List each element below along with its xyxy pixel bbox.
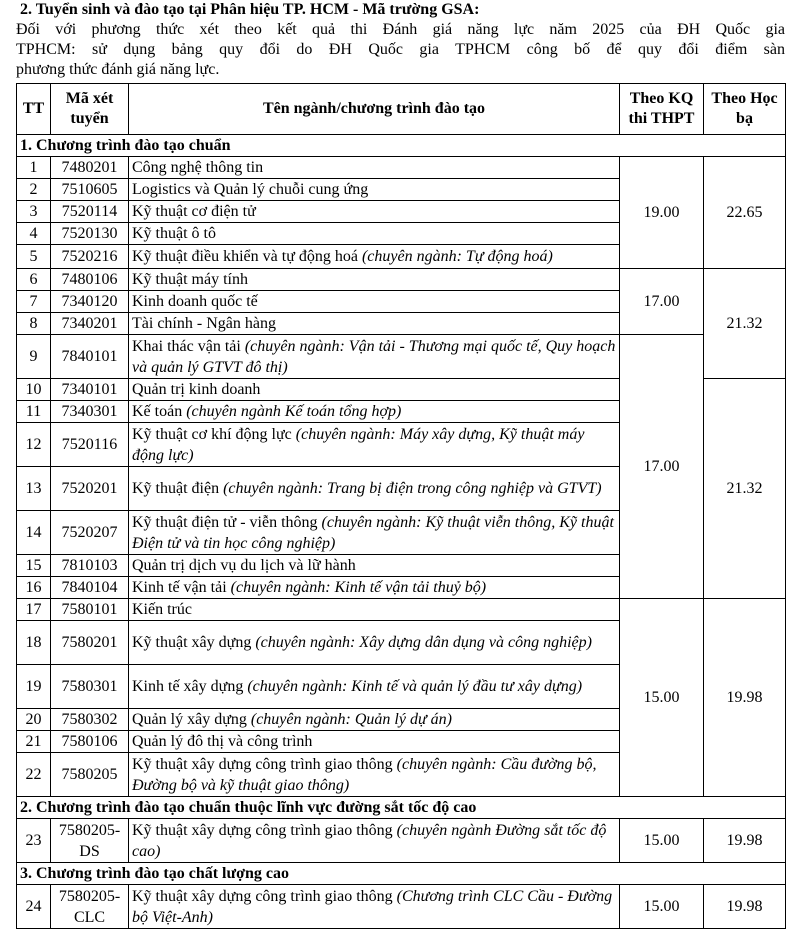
score-thpt: 15.00 xyxy=(620,885,704,929)
program-title: Khai thác vận tải xyxy=(132,337,245,355)
table-row xyxy=(17,335,786,379)
program-title: Kỹ thuật ô tô xyxy=(132,225,216,242)
program-code: 7340120 xyxy=(51,291,129,313)
table-row xyxy=(17,269,786,291)
score-thpt: 15.00 xyxy=(620,819,704,863)
program-name xyxy=(129,269,620,291)
program-code: 7580205-DS xyxy=(51,819,129,863)
program-name xyxy=(129,731,620,753)
program-title: Kỹ thuật điện xyxy=(132,480,224,497)
program-name xyxy=(129,555,620,577)
program-code: 7840104 xyxy=(51,577,129,599)
score-hocba: 22.65 xyxy=(704,157,786,269)
score-thpt: 19.00 xyxy=(620,157,704,269)
header-code: Mã xét tuyển xyxy=(51,84,129,135)
program-name xyxy=(129,379,620,401)
section-row xyxy=(17,135,786,157)
section-title: 1. Chương trình đào tạo chuẩn xyxy=(17,135,786,157)
header-thpt: Theo KQ thi THPT xyxy=(620,84,704,135)
program-name xyxy=(129,223,620,245)
program-specialization: (chuyên ngành: Kinh tế vận tải thuỷ bộ) xyxy=(230,579,487,596)
program-specialization: (chuyên ngành: Kỹ thuật viễn thông, Kỹ thuật Điện tử và tin học công nghiệp) xyxy=(132,513,614,552)
program-code: 7520207 xyxy=(51,511,129,555)
program-name xyxy=(129,599,620,621)
program-specialization: (chuyên ngành: Trang bị điện trong công nghiệp và GTVT) xyxy=(223,480,602,497)
program-title: Quản trị dịch vụ du lịch và lữ hành xyxy=(132,557,356,574)
section-title: 2. Chương trình đào tạo chuẩn thuộc lĩnh vực đường sắt tốc độ cao xyxy=(17,797,786,819)
program-name xyxy=(129,621,620,665)
program-code: 7580106 xyxy=(51,731,129,753)
program-specialization: (chuyên ngành Kế toán tổng hợp) xyxy=(186,403,402,420)
program-name xyxy=(129,335,620,379)
score-thpt: 15.00 xyxy=(620,599,704,797)
program-title: Kỹ thuật cơ khí động lực xyxy=(132,425,296,443)
program-code: 7580205 xyxy=(51,753,129,797)
table-row xyxy=(17,885,786,929)
row-number: 16 xyxy=(17,577,51,599)
program-title: Kỹ thuật xây dựng công trình giao thông xyxy=(132,887,397,905)
score-hocba: 19.98 xyxy=(704,599,786,797)
program-title: Kỹ thuật xây dựng công trình giao thông xyxy=(132,821,397,839)
program-title: Quản lý xây dựng xyxy=(132,711,251,728)
program-name xyxy=(129,709,620,731)
program-title: Kỹ thuật xây dựng xyxy=(132,634,256,651)
program-code: 7580101 xyxy=(51,599,129,621)
program-name xyxy=(129,179,620,201)
row-number: 18 xyxy=(17,621,51,665)
table-row xyxy=(17,819,786,863)
program-specialization: (chuyên ngành: Máy xây dựng, Kỹ thuật máy động lực) xyxy=(132,425,585,464)
header-name: Tên ngành/chương trình đào tạo xyxy=(129,84,620,135)
program-specialization: (chuyên ngành: Xây dựng dân dụng và công nghiệp) xyxy=(255,634,592,651)
program-title: Kinh tế vận tải xyxy=(132,579,231,596)
score-thpt: 17.00 xyxy=(620,269,704,335)
program-specialization: (chuyên ngành: Tự động hoá) xyxy=(361,248,553,265)
program-title: Kinh tế xây dựng xyxy=(132,678,248,695)
row-number: 24 xyxy=(17,885,51,929)
intro-line: Đối với phương thức xét theo kết quả thi Đánh giá năng lực năm 2025 của ĐH Quốc gia xyxy=(16,21,785,38)
program-name xyxy=(129,401,620,423)
row-number: 21 xyxy=(17,731,51,753)
program-code: 7520116 xyxy=(51,423,129,467)
table-body xyxy=(17,135,786,929)
program-name xyxy=(129,819,620,863)
program-code: 7520114 xyxy=(51,201,129,223)
row-number: 3 xyxy=(17,201,51,223)
program-title: Kiến trúc xyxy=(132,601,192,618)
program-specialization: (chuyên ngành: Cầu đường bộ, Đường bộ và kỹ thuật giao thông) xyxy=(132,755,597,794)
program-code: 7510605 xyxy=(51,179,129,201)
program-code: 7580201 xyxy=(51,621,129,665)
program-title: Tài chính - Ngân hàng xyxy=(132,315,276,332)
program-name xyxy=(129,577,620,599)
program-code: 7480106 xyxy=(51,269,129,291)
header-tt: TT xyxy=(17,84,51,135)
program-title: Kinh doanh quốc tế xyxy=(132,293,258,310)
program-code: 7810103 xyxy=(51,555,129,577)
row-number: 2 xyxy=(17,179,51,201)
row-number: 1 xyxy=(17,157,51,179)
program-specialization: (chuyên ngành: Vận tải - Thương mại quốc tế, Quy hoạch và quản lý GTVT đô thị) xyxy=(132,337,616,376)
row-number: 10 xyxy=(17,379,51,401)
program-code: 7580302 xyxy=(51,709,129,731)
table-row xyxy=(17,599,786,621)
program-name xyxy=(129,423,620,467)
program-name xyxy=(129,511,620,555)
header-hocba: Theo Học bạ xyxy=(704,84,786,135)
row-number: 4 xyxy=(17,223,51,245)
intro-line: TPHCM: sử dụng bảng quy đổi do ĐH Quốc gia TPHCM công bố để quy đổi điểm sàn xyxy=(16,41,785,58)
program-code: 7520216 xyxy=(51,245,129,269)
row-number: 19 xyxy=(17,665,51,709)
row-number: 8 xyxy=(17,313,51,335)
row-number: 5 xyxy=(17,245,51,269)
program-code: 7340201 xyxy=(51,313,129,335)
section-row xyxy=(17,797,786,819)
program-code: 7480201 xyxy=(51,157,129,179)
program-title: Quản trị kinh doanh xyxy=(132,381,261,398)
table-row xyxy=(17,157,786,179)
program-title: Kỹ thuật điện tử - viễn thông xyxy=(132,513,322,531)
program-specialization: (chuyên ngành: Kinh tế và quản lý đầu tư xây dựng) xyxy=(247,678,583,695)
row-number: 22 xyxy=(17,753,51,797)
section-heading: 2. Tuyển sinh và đào tạo tại Phân hiệu TP. HCM - Mã trường GSA: xyxy=(20,1,480,18)
program-name xyxy=(129,467,620,511)
program-title: Kỹ thuật xây dựng công trình giao thông xyxy=(132,755,397,773)
program-title: Kế toán xyxy=(132,403,187,420)
row-number: 17 xyxy=(17,599,51,621)
row-number: 23 xyxy=(17,819,51,863)
score-hocba: 19.98 xyxy=(704,819,786,863)
program-title: Quản lý đô thị và công trình xyxy=(132,733,313,750)
score-hocba: 21.32 xyxy=(704,379,786,599)
program-title: Công nghệ thông tin xyxy=(132,159,264,176)
table-header-row xyxy=(17,84,786,135)
score-hocba: 19.98 xyxy=(704,885,786,929)
row-number: 14 xyxy=(17,511,51,555)
program-code: 7520201 xyxy=(51,467,129,511)
program-name xyxy=(129,313,620,335)
row-number: 11 xyxy=(17,401,51,423)
program-name xyxy=(129,201,620,223)
program-name xyxy=(129,245,620,269)
program-title: Kỹ thuật cơ điện tử xyxy=(132,203,256,220)
admission-table xyxy=(16,83,786,929)
program-code: 7580301 xyxy=(51,665,129,709)
program-name xyxy=(129,885,620,929)
row-number: 7 xyxy=(17,291,51,313)
program-code: 7520130 xyxy=(51,223,129,245)
program-specialization: (chuyên ngành: Quản lý dự án) xyxy=(250,711,452,728)
document xyxy=(16,0,785,929)
program-title: Kỹ thuật điều khiển và tự động hoá xyxy=(132,248,362,265)
row-number: 12 xyxy=(17,423,51,467)
score-thpt: 17.00 xyxy=(620,335,704,599)
intro-paragraph xyxy=(16,20,785,80)
program-title: Logistics và Quản lý chuỗi cung ứng xyxy=(132,181,369,198)
program-name xyxy=(129,291,620,313)
section-title: 3. Chương trình đào tạo chất lượng cao xyxy=(17,863,786,885)
row-number: 13 xyxy=(17,467,51,511)
row-number: 6 xyxy=(17,269,51,291)
program-name xyxy=(129,753,620,797)
intro-line: phương thức đánh giá năng lực. xyxy=(16,61,220,78)
program-code: 7580205-CLC xyxy=(51,885,129,929)
score-hocba: 21.32 xyxy=(704,269,786,379)
program-name xyxy=(129,157,620,179)
program-specialization: (Chương trình CLC Cầu - Đường bộ Việt-Anh) xyxy=(132,887,613,926)
program-specialization: (chuyên ngành Đường sắt tốc độ cao) xyxy=(132,821,607,860)
program-title: Kỹ thuật máy tính xyxy=(132,271,248,288)
row-number: 9 xyxy=(17,335,51,379)
program-code: 7340101 xyxy=(51,379,129,401)
program-code: 7340301 xyxy=(51,401,129,423)
program-name xyxy=(129,665,620,709)
section-row xyxy=(17,863,786,885)
row-number: 15 xyxy=(17,555,51,577)
row-number: 20 xyxy=(17,709,51,731)
program-code: 7840101 xyxy=(51,335,129,379)
